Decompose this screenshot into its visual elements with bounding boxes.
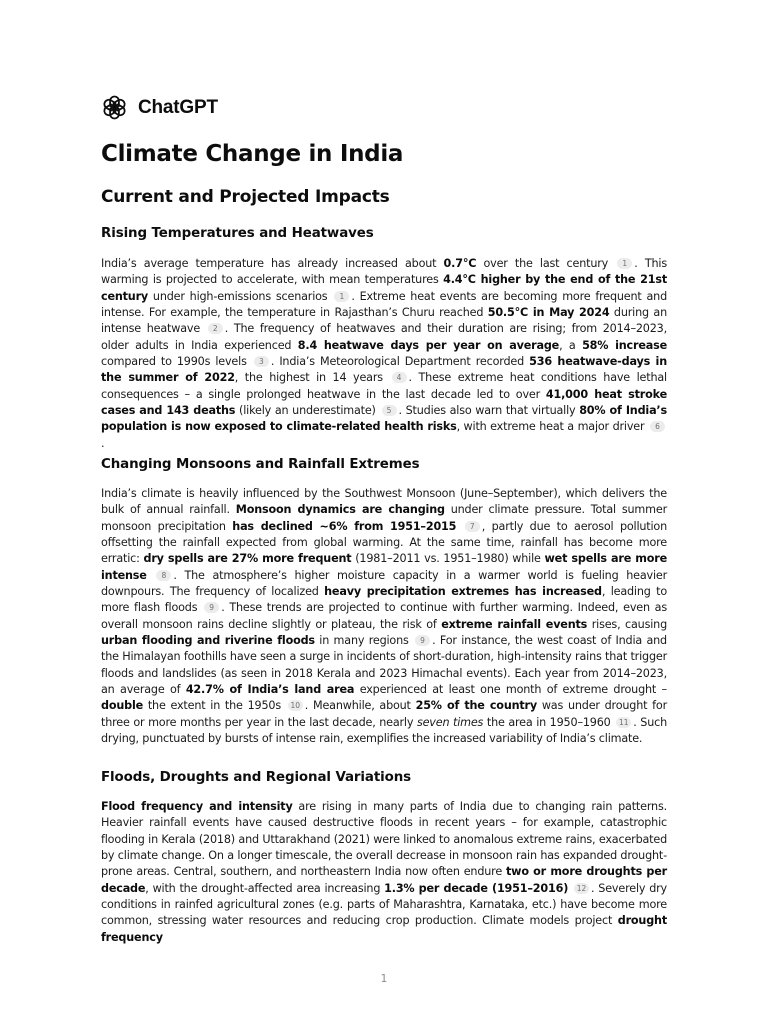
bold-text: urban flooding and riverine floods [101,634,315,648]
bold-text: 0.7°C [443,257,477,270]
section-paragraph-monsoons [101,486,667,748]
bold-text: wet spells are more intense [101,552,668,582]
text-run: the extent in the 1950s [143,699,286,713]
text-run: . This warming is projected to accelerate, with mean temperatures [101,257,668,287]
text-run: the area in 1950–1960 [483,715,615,729]
bold-text: 25% of the country [415,699,538,713]
text-run: under climate pressure. Total summer monsoon precipitation [101,503,667,533]
text-run: (1981–2011 vs. 1951–1980) while [351,552,545,566]
text-run: under high-emissions scenarios [148,289,333,303]
bold-text: Monsoon dynamics are changing [235,503,445,517]
italic-text: seven times [416,715,484,729]
openai-logo-icon [101,94,128,121]
bold-text: 50.5°C in May 2024 [487,306,610,320]
citation-badge[interactable]: 4 [392,372,407,383]
text-run: compared to 1990s levels [101,355,252,369]
citation-badge[interactable]: 2 [208,323,223,334]
text-run: in many regions [314,634,414,648]
text-run: , with the drought-affected area increasing [145,881,385,895]
brand-name: ChatGPT [138,96,218,118]
page-number: 1 [380,973,388,985]
text-run: , the highest in 14 years [234,371,390,385]
bold-text: double [101,699,144,713]
text-run: , a [559,338,583,352]
bold-text: Flood frequency and intensity [101,800,293,813]
text-run: are rising in many parts of India due to changing rain patterns. Heavier rainfall events have caused destructive floods in recent years – for example, catastrophic flooding in Kerala (2018) and Uttarakhand (2021) were linked to anomalous extreme rains, exacerbated by climate change. On a longer timescale, the overall decrease in monsoon rain has expanded drought-prone areas. Central, southern, and northeastern India now often endure [101,800,667,879]
bold-text: 80% of India’s population is now exposed to climate-related health risks [101,404,667,434]
text-run: experienced at least one month of extreme drought – [354,683,667,697]
text-run: , leading to more flash floods [101,585,667,615]
text-run: . Studies also warn that virtually [398,404,580,418]
text-run [568,882,572,895]
text-run: India’s average temperature has already increased about [101,257,444,270]
citation-badge[interactable]: 8 [156,570,171,581]
bold-text: 8.4 heatwave days per year on average [297,338,560,352]
section-heading-floods: Floods, Droughts and Regional Variations [101,770,412,785]
text-run: during an intense heatwave [101,306,667,336]
citation-badge[interactable]: 1 [334,291,349,302]
bold-text: dry spells are 27% more frequent [143,552,352,566]
text-run: was under drought for three or more months per year in the last decade, nearly [101,699,668,729]
section-paragraph-floods [101,799,667,946]
bold-text: 4.4°C higher by the end of the 21st century [101,273,667,303]
text-run: . [101,436,105,450]
text-run: . The frequency of heatwaves and their duration are rising; from 2014–2023, older adults in India experienced [101,322,667,352]
text-run: . India’s Meteorological Department recorded [270,355,530,369]
bold-text: drought frequency [101,914,667,944]
citation-badge[interactable]: 5 [382,405,397,416]
citation-badge[interactable]: 9 [204,602,219,613]
text-run: . Such drying, punctuated by bursts of intense rain, exemplifies the increased variability of India’s climate. [101,715,667,746]
bold-text: 536 heatwave-days in the summer of 2022 [101,355,667,385]
text-run: , partly due to aerosol pollution offsetting the rainfall expected from global warming. At the same time, rainfall has become more erratic: [101,519,668,566]
bold-text: heavy precipitation extremes has increased [324,585,602,599]
document-title: Climate Change in India [101,141,404,167]
citation-badge[interactable]: 7 [465,521,480,532]
text-run [147,569,155,582]
text-run: . Severely dry conditions in rainfed agricultural zones (e.g. parts of Maharashtra, Karnataka, etc.) have become more common, stressing water resources and reducing crop production. Climate models project [101,881,667,928]
text-run: . The atmosphere’s higher moisture capacity in a warmer world is fueling heavier downpours. The frequency of localized [101,568,667,599]
section-paragraph-heatwaves [101,256,667,452]
citation-badge[interactable]: 1 [617,258,632,269]
section-heading-heatwaves: Rising Temperatures and Heatwaves [101,226,374,241]
bold-text: two or more droughts per decade [101,865,667,895]
brand-header [101,94,218,121]
bold-text: extreme rainfall events [441,617,588,631]
citation-badge[interactable]: 12 [574,883,589,894]
text-run: over the last century [476,257,616,270]
citation-badge[interactable]: 3 [254,356,269,367]
text-run: . Extreme heat events are becoming more frequent and intense. For example, the temperature in Rajasthan’s Churu reached [101,289,667,320]
text-run: (likely an underestimate) [235,404,380,418]
text-run: . Meanwhile, about [304,699,416,713]
citation-badge[interactable]: 6 [650,421,665,432]
section-heading-monsoons: Changing Monsoons and Rainfall Extremes [101,457,420,472]
text-run: rises, causing [587,617,667,631]
citation-badge[interactable]: 10 [288,700,303,711]
text-run: , with extreme heat a major driver [456,420,648,434]
text-run: . These extreme heat conditions have lethal consequences – a single prolonged heatwave in the last decade led to over [101,371,667,401]
document-subtitle: Current and Projected Impacts [101,187,390,207]
text-run [456,520,462,533]
text-run: . These trends are projected to continue with further warming. Indeed, even as overall monsoon rains decline slightly or plateau, the risk of [101,601,667,631]
text-run: India’s climate is heavily influenced by the Southwest Monsoon (June–September), which delivers the bulk of annual rainfall. [101,487,667,517]
citation-badge[interactable]: 11 [616,717,631,728]
bold-text: 41,000 heat stroke cases and 143 deaths [101,387,667,418]
citation-badge[interactable]: 9 [415,635,430,646]
text-run: . For instance, the west coast of India and the Himalayan foothills have seen a surge in incidents of short-duration, high-intensity rains that trigger floods and landslides (as seen in 2018 Kerala and 2023 Himachal events). Each year from 2014–2023, an average of [101,634,667,697]
bold-text: 58% increase [582,338,667,352]
bold-text: 42.7% of India’s land area [185,683,355,697]
bold-text: 1.3% per decade (1951–2016) [384,881,569,895]
bold-text: has declined ~6% from 1951–2015 [232,519,457,533]
